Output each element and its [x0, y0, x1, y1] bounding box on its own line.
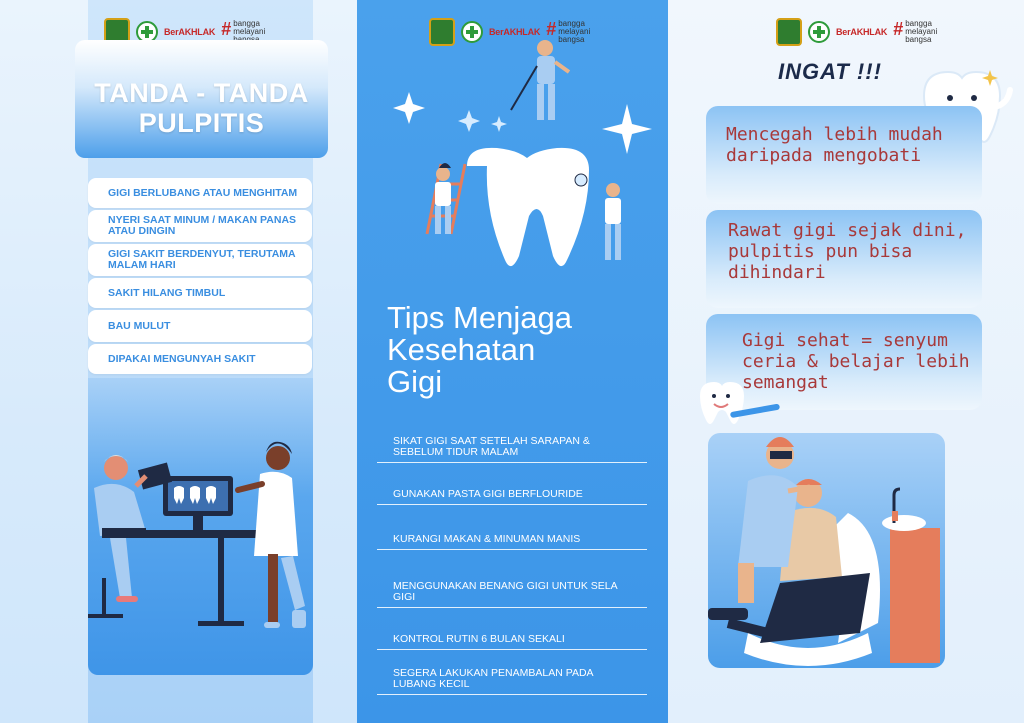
page-title: TANDA - TANDA PULPITIS	[94, 78, 309, 138]
health-cross-logo	[808, 21, 830, 43]
panel-dental-tips	[357, 0, 668, 723]
berakhlak-logo: BerAKHLAK	[164, 27, 216, 37]
tips-title: Tips Menjaga Kesehatan Gigi	[387, 300, 572, 399]
giant-tooth-illustration	[387, 40, 657, 302]
dental-checkup-illustration	[708, 433, 945, 668]
toothbrush-tooth-icon	[694, 378, 784, 432]
tip-item: GUNAKAN PASTA GIGI BERFLOURIDE	[377, 475, 647, 505]
symptom-item: NYERI SAAT MINUM / MAKAN PANAS ATAU DINGIN	[88, 210, 312, 242]
tip-item: SEGERA LAKUKAN PENAMBALAN PADA LUBANG KECIL	[377, 655, 647, 695]
tip-item: KURANGI MAKAN & MINUMAN MANIS	[377, 520, 647, 550]
bangga-melayani-logo: # bangga melayani bangsa	[546, 19, 591, 44]
tip-item: KONTROL RUTIN 6 BULAN SEKALI	[377, 620, 647, 650]
reminder-card: Rawat gigi sejak dini, pulpitis pun bisa dihindari	[706, 210, 982, 308]
reminder-card: Gigi sehat = senyum ceria & belajar lebih semangat	[706, 314, 982, 410]
reminder-card: Mencegah lebih mudah daripada mengobati	[706, 106, 982, 204]
reminder-heading: INGAT !!!	[778, 59, 882, 84]
bangga-melayani-logo: # bangga melayani bangsa	[893, 19, 938, 44]
berakhlak-logo: BerAKHLAK	[489, 27, 541, 37]
symptom-item: DIPAKAI MENGUNYAH SAKIT	[88, 344, 312, 374]
symptom-item: SAKIT HILANG TIMBUL	[88, 278, 312, 308]
regency-emblem-logo	[776, 18, 802, 46]
dentist-xray-illustration	[88, 378, 313, 675]
symptom-item: BAU MULUT	[88, 310, 312, 342]
panel-pulpitis-signs	[0, 0, 357, 723]
tip-item: SIKAT GIGI SAAT SETELAH SARAPAN & SEBELUM TIDUR MALAM	[377, 425, 647, 463]
bangga-melayani-logo: # bangga melayani	[221, 19, 266, 39]
berakhlak-logo: BerAKHLAK	[836, 27, 888, 37]
logo-bar	[776, 18, 937, 46]
symptom-item: GIGI SAKIT BERDENYUT, TERUTAMA MALAM HARI	[88, 244, 312, 276]
tip-item: MENGGUNAKAN BENANG GIGI UNTUK SELA GIGI	[377, 568, 647, 608]
symptom-item: GIGI BERLUBANG ATAU MENGHITAM	[88, 178, 312, 208]
panel-reminders	[668, 0, 1024, 723]
